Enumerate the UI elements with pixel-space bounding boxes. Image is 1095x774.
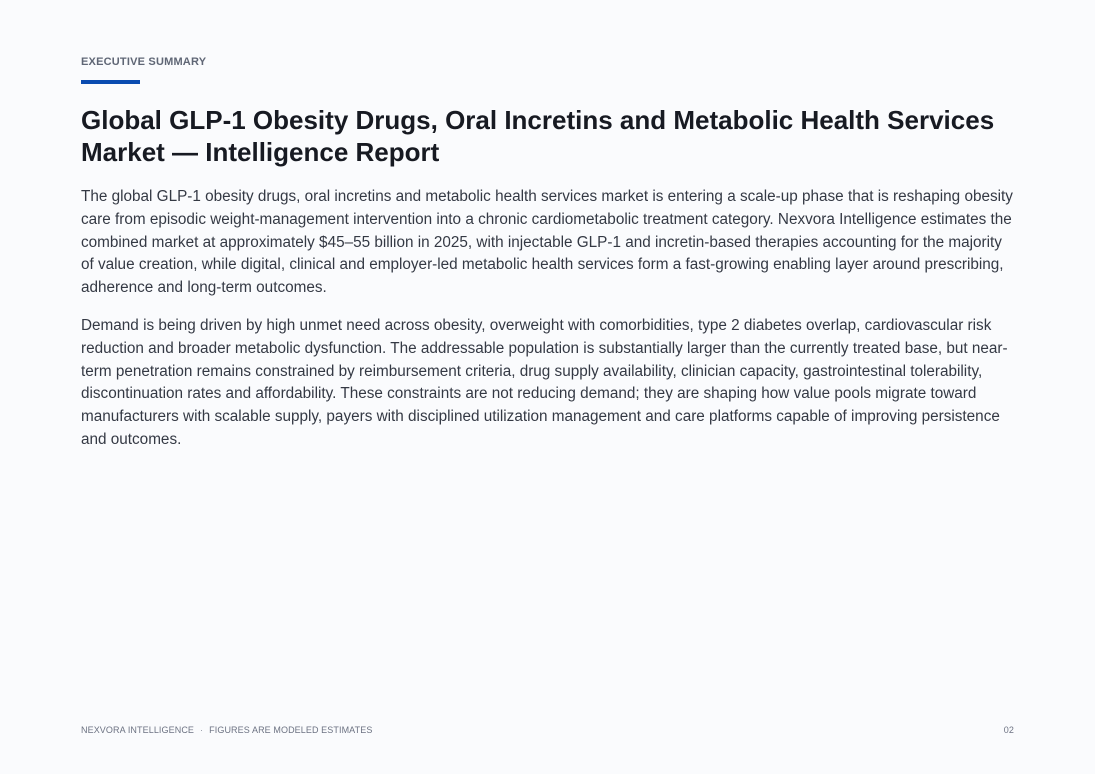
section-label: EXECUTIVE SUMMARY (81, 56, 207, 68)
footer-separator: · (200, 725, 204, 735)
footer-brand: NEXVORA INTELLIGENCE (81, 725, 195, 735)
page-number: 02 (1003, 725, 1014, 735)
report-page (81, 0, 1016, 774)
summary-body (81, 186, 1016, 467)
accent-bar (81, 80, 140, 84)
page-footer (81, 725, 1014, 735)
page-title: Global GLP-1 Obesity Drugs, Oral Incretins and Metabolic Health Services Market — Intelligence Report (81, 105, 995, 167)
summary-paragraph: The global GLP-1 obesity drugs, oral incretins and metabolic health services market is entering a scale-up phase that is reshaping obesity care from episodic weight-management intervention into a chronic cardiometabolic treatment category. Nexvora Intelligence estimates the combined market at approximately $45–55 billion in 2025, with injectable GLP-1 and incretin-based therapies accounting for the majority of value creation, while digital, clinical and employer-led metabolic health services form a fast-growing enabling layer around prescribing, adherence and long-term outcomes. (81, 188, 1013, 297)
summary-paragraph: Demand is being driven by high unmet need across obesity, overweight with comorbidities, type 2 diabetes overlap, cardiovascular risk reduction and broader metabolic dysfunction. The addressable population is substantially larger than the currently treated base, but near-term penetration remains constrained by reimbursement criteria, drug supply availability, clinician capacity, gastrointestinal tolerability, discontinuation rates and affordability. These constraints are not reducing demand; they are shaping how value pools migrate toward manufacturers with scalable supply, payers with disciplined utilization management and care platforms capable of improving persistence and outcomes. (81, 316, 1008, 448)
footer-left (81, 725, 372, 735)
footer-note: FIGURES ARE MODELED ESTIMATES (209, 725, 373, 735)
